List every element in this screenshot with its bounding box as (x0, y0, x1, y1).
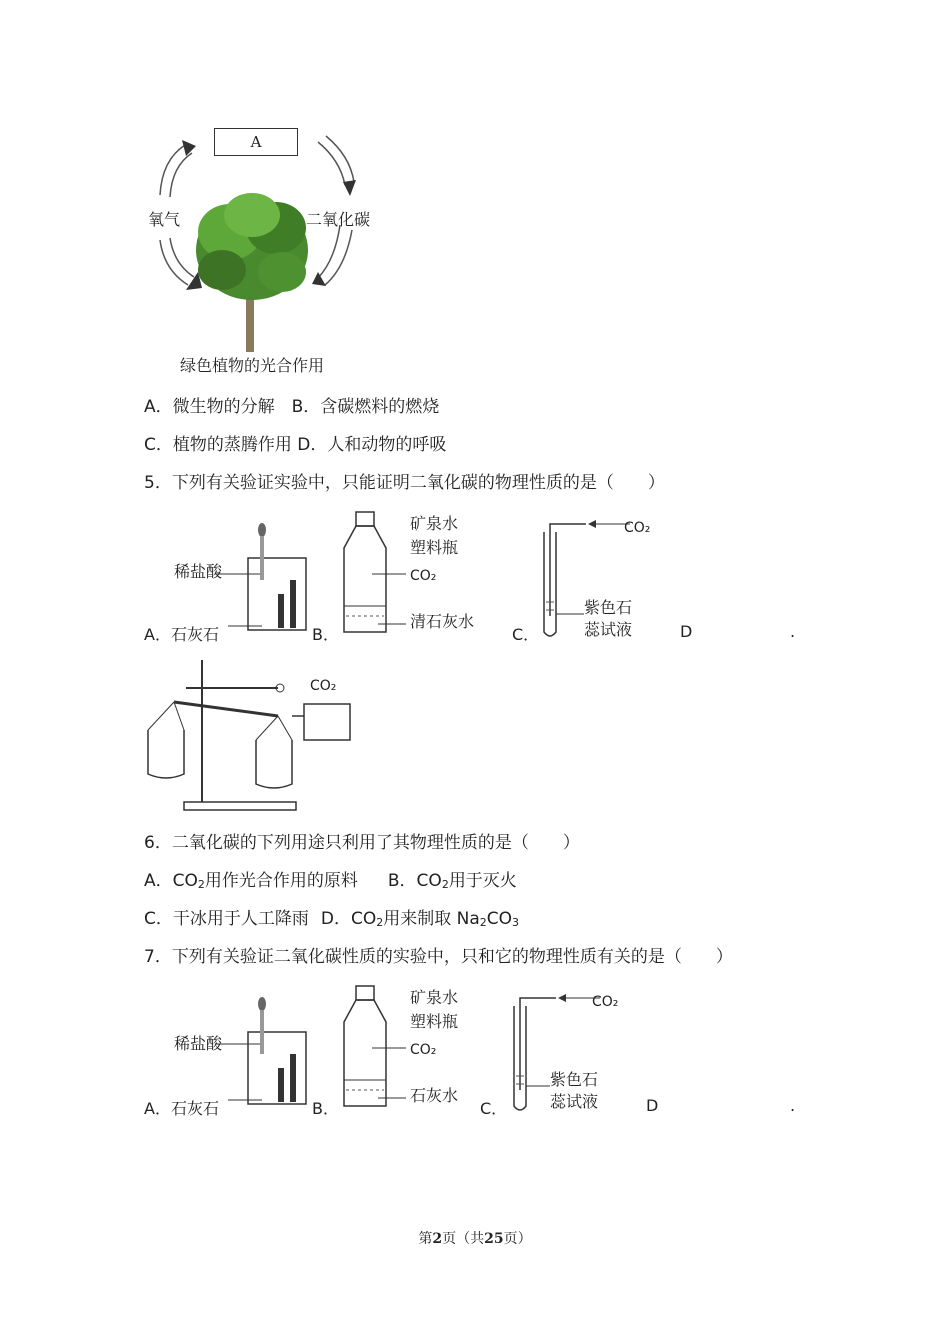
q7-fig-a-label2: 石灰石 (170, 1099, 219, 1118)
q6-opt-a: A．$CO_2$用作光合作用的原料 (144, 871, 358, 891)
q6-opt-d: D．$CO_2$用来制取 $Na_2CO_3$ (320, 909, 520, 929)
tree-icon (196, 193, 308, 352)
box-a-label: A (250, 133, 262, 151)
q7-fig-c-label2: 紫色石 (550, 1070, 599, 1089)
page-footer: 第2页（共25页） (418, 1231, 532, 1247)
co2-label: 二氧化碳 (306, 210, 371, 229)
q7-option-d: D (646, 1096, 659, 1115)
q5-opt-a-letter: A． (144, 625, 171, 644)
q5-fig-c-tube (540, 508, 670, 638)
q7-fig-b-label2: 塑料瓶 (410, 1012, 459, 1031)
q5-option-a (144, 622, 219, 645)
q7-fig-a-label1: 稀盐酸 (174, 1034, 223, 1053)
q7-dot: . (790, 1096, 796, 1115)
q6-opt-c: C．干冰用于人工降雨 (144, 909, 309, 929)
q5-fig-b-label2: 塑料瓶 (410, 538, 459, 557)
q5-fig-b-label1: 矿泉水 (410, 514, 459, 533)
q6-options-line1 (144, 870, 517, 896)
q5-option-b: B． (312, 625, 339, 644)
q7-fig-c-label3: 蕊试液 (550, 1092, 599, 1111)
q7-option-a (144, 1096, 219, 1119)
q6-options-line2 (144, 908, 519, 934)
q5-fig-c-label1: CO₂ (624, 520, 651, 536)
q7-option-b: B． (312, 1099, 339, 1118)
q5-fig-a-label2: 石灰石 (170, 625, 219, 644)
q7-fig-b-label4: 石灰水 (410, 1086, 459, 1105)
q7-opt-a-letter: A． (144, 1099, 171, 1118)
q4-options-line2: C．植物的蒸腾作用 D．人和动物的呼吸 (144, 435, 447, 455)
cycle-arrows (140, 120, 400, 380)
page-number: 2 (432, 1231, 443, 1247)
q5-option-d: D (680, 622, 693, 641)
q6-opt-b: B．$CO_2$用于灭火 (387, 871, 517, 891)
oxygen-label: 氧气 (148, 210, 181, 229)
q5-figures (140, 508, 820, 638)
q7-figures (140, 982, 820, 1112)
q7-fig-b-label3: CO₂ (410, 1042, 437, 1058)
q6-question: 6．二氧化碳的下列用途只利用了其物理性质的是（ ） (144, 833, 580, 853)
q5-fig-d-label: CO₂ (310, 678, 337, 694)
q7-fig-a-beaker (140, 982, 310, 1112)
q5-fig-c-label2: 紫色石 (584, 598, 633, 617)
photosynthesis-diagram (140, 120, 400, 380)
q7-question: 7．下列有关验证二氧化碳性质的实验中，只和它的物理性质有关的是（ ） (144, 947, 733, 967)
q4-options-line1: A．微生物的分解 B．含碳燃料的燃烧 (144, 397, 440, 417)
page-total: 25 (484, 1231, 504, 1247)
q5-option-c: C． (512, 625, 540, 644)
q5-dot: . (790, 622, 796, 641)
q5-fig-b-label4: 清石灰水 (410, 612, 475, 631)
q5-fig-a-beaker (140, 508, 310, 638)
q7-fig-c-label1: CO₂ (592, 994, 619, 1010)
q7-fig-b-label1: 矿泉水 (410, 988, 459, 1007)
q5-question: 5．下列有关验证实验中，只能证明二氧化碳的物理性质的是（ ） (144, 473, 665, 493)
q5-fig-b-label3: CO₂ (410, 568, 437, 584)
q5-fig-d-balance (140, 660, 370, 820)
diagram-caption: 绿色植物的光合作用 (180, 356, 325, 375)
q5-fig-c-label3: 蕊试液 (584, 620, 633, 639)
q5-fig-a-label1: 稀盐酸 (174, 562, 223, 581)
q7-option-c: C． (480, 1099, 508, 1118)
